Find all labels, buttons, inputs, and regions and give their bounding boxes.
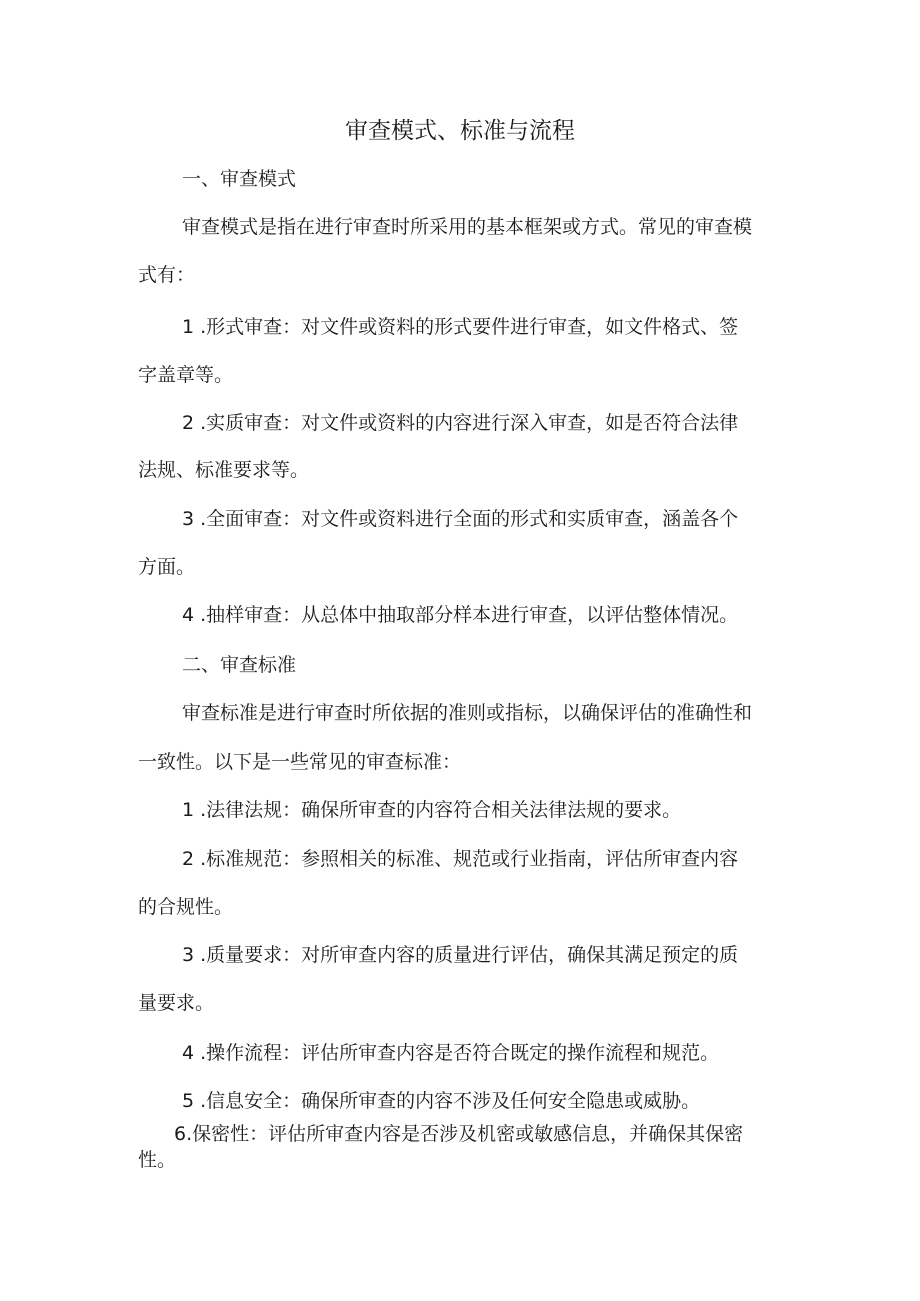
paragraph-line: 一致性。以下是一些常见的审查标准： — [138, 751, 462, 773]
paragraph-line: 审查标准是进行审查时所依据的准则或指标，以确保评估的准确性和 — [182, 702, 753, 724]
list-item-line: 5 .信息安全：确保所审查的内容不涉及任何安全隐患或威胁。 — [182, 1090, 701, 1112]
list-item-line: 量要求。 — [138, 992, 215, 1014]
list-item-line: 方面。 — [138, 556, 196, 578]
list-item-line: 6.保密性：评估所审查内容是否涉及机密或敏感信息，并确保其保密 — [174, 1123, 744, 1145]
paragraph-line: 审查模式是指在进行审查时所采用的基本框架或方式。常见的审查模 — [182, 216, 753, 238]
page-title: 审查模式、标准与流程 — [345, 118, 575, 144]
list-item-line: 1 .形式审查：对文件或资料的形式要件进行审查，如文件格式、签 — [182, 316, 739, 338]
section-heading-1: 一、审查模式 — [182, 168, 297, 190]
paragraph-line: 式有： — [138, 264, 196, 286]
list-item-line: 法规、标准要求等。 — [138, 459, 310, 481]
list-item-line: 3 .全面审查：对文件或资料进行全面的形式和实质审查，涵盖各个 — [182, 508, 739, 530]
list-item-line: 3 .质量要求：对所审查内容的质量进行评估，确保其满足预定的质 — [182, 944, 739, 966]
list-item-line: 4 .抽样审查：从总体中抽取部分样本进行审查，以评估整体情况。 — [182, 604, 739, 626]
list-item-line: 性。 — [138, 1149, 177, 1171]
list-item-line: 4 .操作流程：评估所审查内容是否符合既定的操作流程和规范。 — [182, 1042, 720, 1064]
section-heading-2: 二、审查标准 — [182, 654, 297, 676]
list-item-line: 的合规性。 — [138, 896, 234, 918]
list-item-line: 2 .实质审查：对文件或资料的内容进行深入审查，如是否符合法律 — [182, 412, 739, 434]
list-item-line: 字盖章等。 — [138, 364, 234, 386]
list-item-line: 1 .法律法规：确保所审查的内容符合相关法律法规的要求。 — [182, 799, 682, 821]
list-item-line: 2 .标准规范：参照相关的标准、规范或行业指南，评估所审查内容 — [182, 848, 739, 870]
